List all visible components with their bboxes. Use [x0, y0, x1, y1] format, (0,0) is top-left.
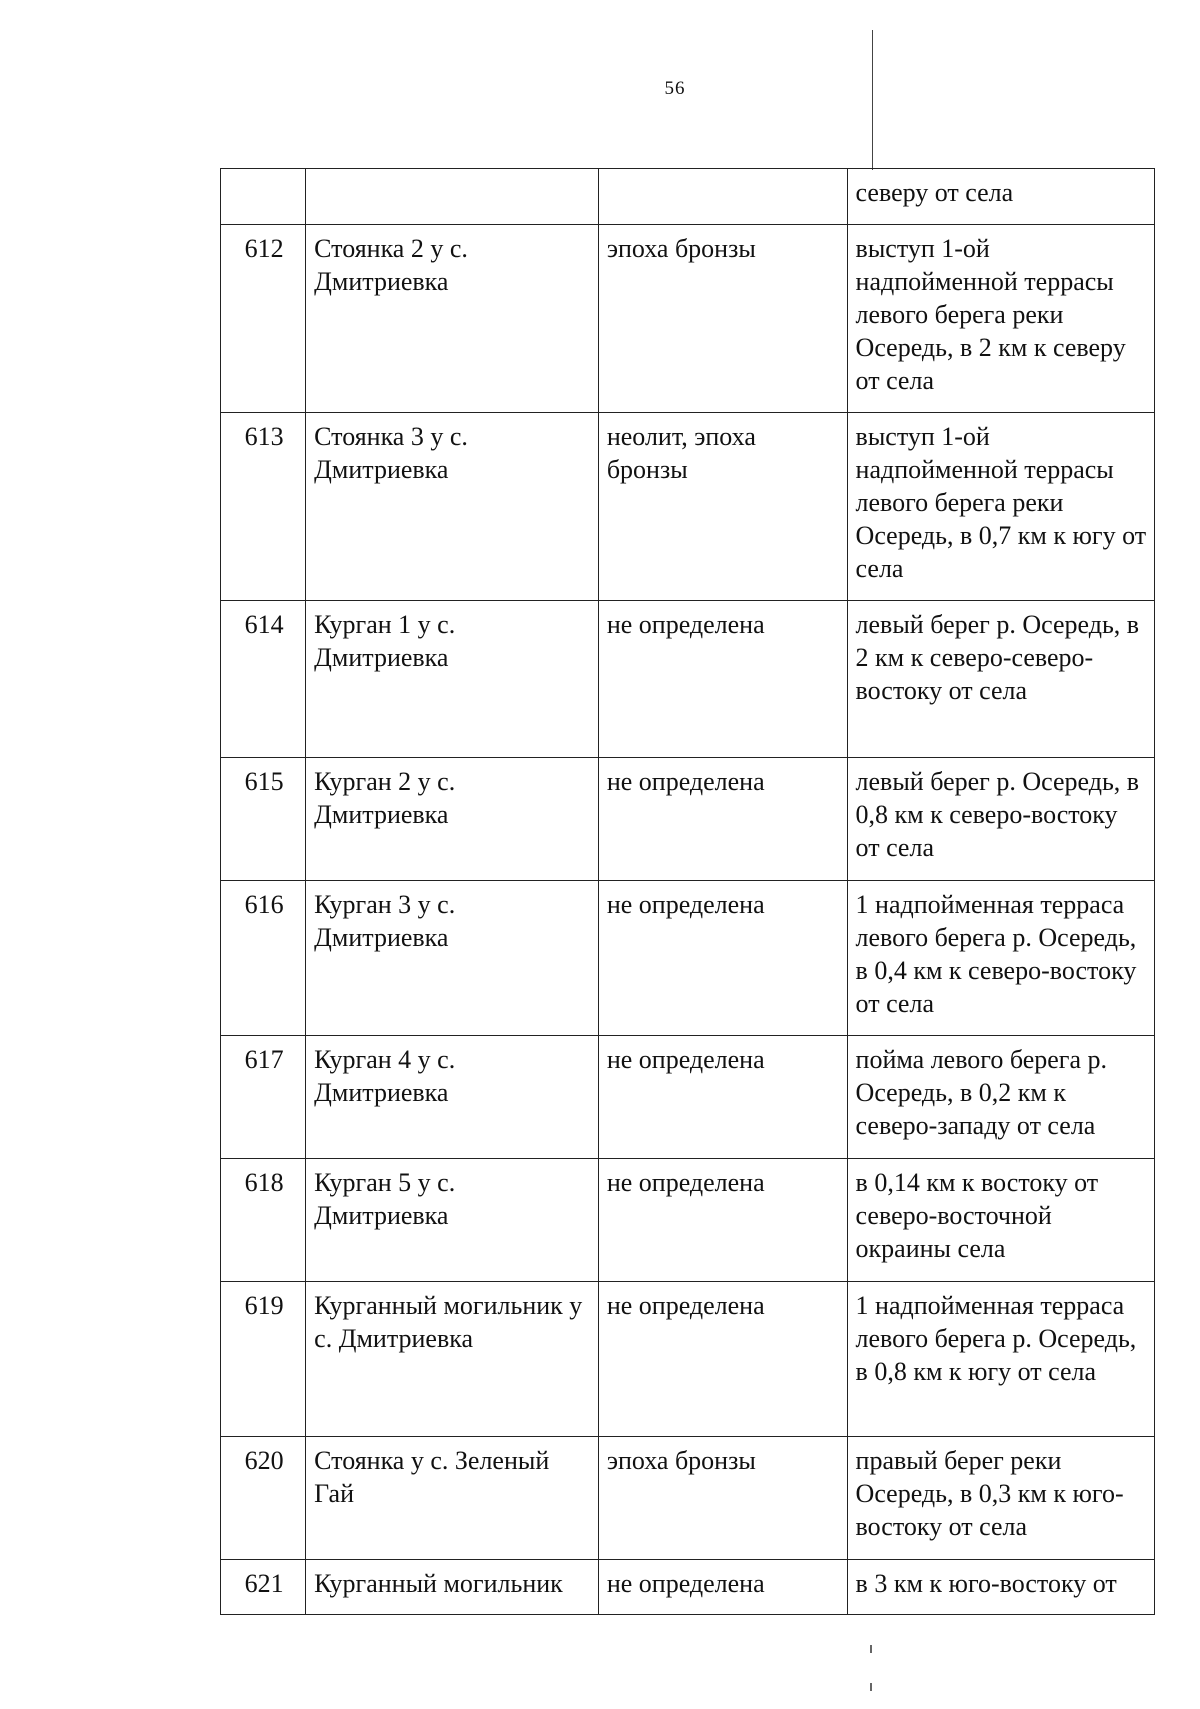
monument-name-cell: Стоянка 3 у с. Дмитриевка — [306, 413, 599, 601]
monument-epoch-cell: неолит, эпоха бронзы — [598, 413, 847, 601]
monument-location-cell: 1 надпойменная терраса левого берега р. Осередь, в 0,4 км к северо-востоку от села — [847, 881, 1154, 1036]
monument-name-cell: Курганный могильник — [306, 1560, 599, 1615]
monument-name-cell: Курган 4 у с. Дмитриевка — [306, 1036, 599, 1159]
monument-name-cell: Курган 5 у с. Дмитриевка — [306, 1159, 599, 1282]
monument-location-cell: в 0,14 км к востоку от северо-восточной окраины села — [847, 1159, 1154, 1282]
table-body — [221, 169, 1155, 1615]
monument-location-cell: 1 надпойменная терраса левого берега р. Осередь, в 0,8 км к югу от села — [847, 1282, 1154, 1437]
monument-location-cell: выступ 1-ой надпойменной террасы левого берега реки Осередь, в 0,7 км к югу от села — [847, 413, 1154, 601]
table-row — [221, 601, 1155, 758]
monument-name-cell: Курган 1 у с. Дмитриевка — [306, 601, 599, 758]
monument-name-cell: Курган 2 у с. Дмитриевка — [306, 758, 599, 881]
scan-artifact-dot — [870, 1645, 872, 1653]
monument-epoch-cell: не определена — [598, 1159, 847, 1282]
monument-epoch-cell: не определена — [598, 1036, 847, 1159]
table-row — [221, 881, 1155, 1036]
row-number-cell: 613 — [221, 413, 306, 601]
table-row — [221, 1437, 1155, 1560]
monument-location-cell: в 3 км к юго-востоку от — [847, 1560, 1154, 1615]
scan-artifact-dot — [870, 1683, 872, 1691]
page-number: 56 — [664, 78, 686, 99]
monument-name-cell: Стоянка у с. Зеленый Гай — [306, 1437, 599, 1560]
table-row — [221, 758, 1155, 881]
monument-epoch-cell: не определена — [598, 1282, 847, 1437]
row-number-cell: 621 — [221, 1560, 306, 1615]
row-number-cell: 612 — [221, 225, 306, 413]
row-number-cell: 620 — [221, 1437, 306, 1560]
monument-location-cell: левый берег р. Осередь, в 2 км к северо-северо-востоку от села — [847, 601, 1154, 758]
row-number-cell: 617 — [221, 1036, 306, 1159]
monument-epoch-cell: эпоха бронзы — [598, 1437, 847, 1560]
monument-name-cell: Курганный могильник у с. Дмитриевка — [306, 1282, 599, 1437]
row-number-cell: 619 — [221, 1282, 306, 1437]
monument-epoch-cell: не определена — [598, 758, 847, 881]
row-number-cell: 615 — [221, 758, 306, 881]
table-row — [221, 1282, 1155, 1437]
monuments-table — [220, 168, 1155, 1615]
table-row — [221, 413, 1155, 601]
monument-epoch-cell: эпоха бронзы — [598, 225, 847, 413]
row-number-cell: 616 — [221, 881, 306, 1036]
row-number-cell: 614 — [221, 601, 306, 758]
monument-location-cell: левый берег р. Осередь, в 0,8 км к северо-востоку от села — [847, 758, 1154, 881]
monument-name-cell: Курган 3 у с. Дмитриевка — [306, 881, 599, 1036]
monument-epoch-cell: не определена — [598, 881, 847, 1036]
monument-name-cell: Стоянка 2 у с. Дмитриевка — [306, 225, 599, 413]
row-number-cell — [221, 169, 306, 225]
monument-location-cell: выступ 1-ой надпойменной террасы левого берега реки Осередь, в 2 км к северу от села — [847, 225, 1154, 413]
table-row — [221, 225, 1155, 413]
row-number-cell: 618 — [221, 1159, 306, 1282]
monument-epoch-cell: не определена — [598, 1560, 847, 1615]
table-row — [221, 1560, 1155, 1615]
table-row — [221, 169, 1155, 225]
monument-epoch-cell: не определена — [598, 601, 847, 758]
table-row — [221, 1036, 1155, 1159]
scan-artifact-line — [872, 30, 873, 170]
table-row — [221, 1159, 1155, 1282]
monument-location-cell: пойма левого берега р. Осередь, в 0,2 км к северо-западу от села — [847, 1036, 1154, 1159]
monument-location-cell: правый берег реки Осередь, в 0,3 км к юго-востоку от села — [847, 1437, 1154, 1560]
monument-epoch-cell — [598, 169, 847, 225]
monument-location-cell: северу от села — [847, 169, 1154, 225]
monument-name-cell — [306, 169, 599, 225]
